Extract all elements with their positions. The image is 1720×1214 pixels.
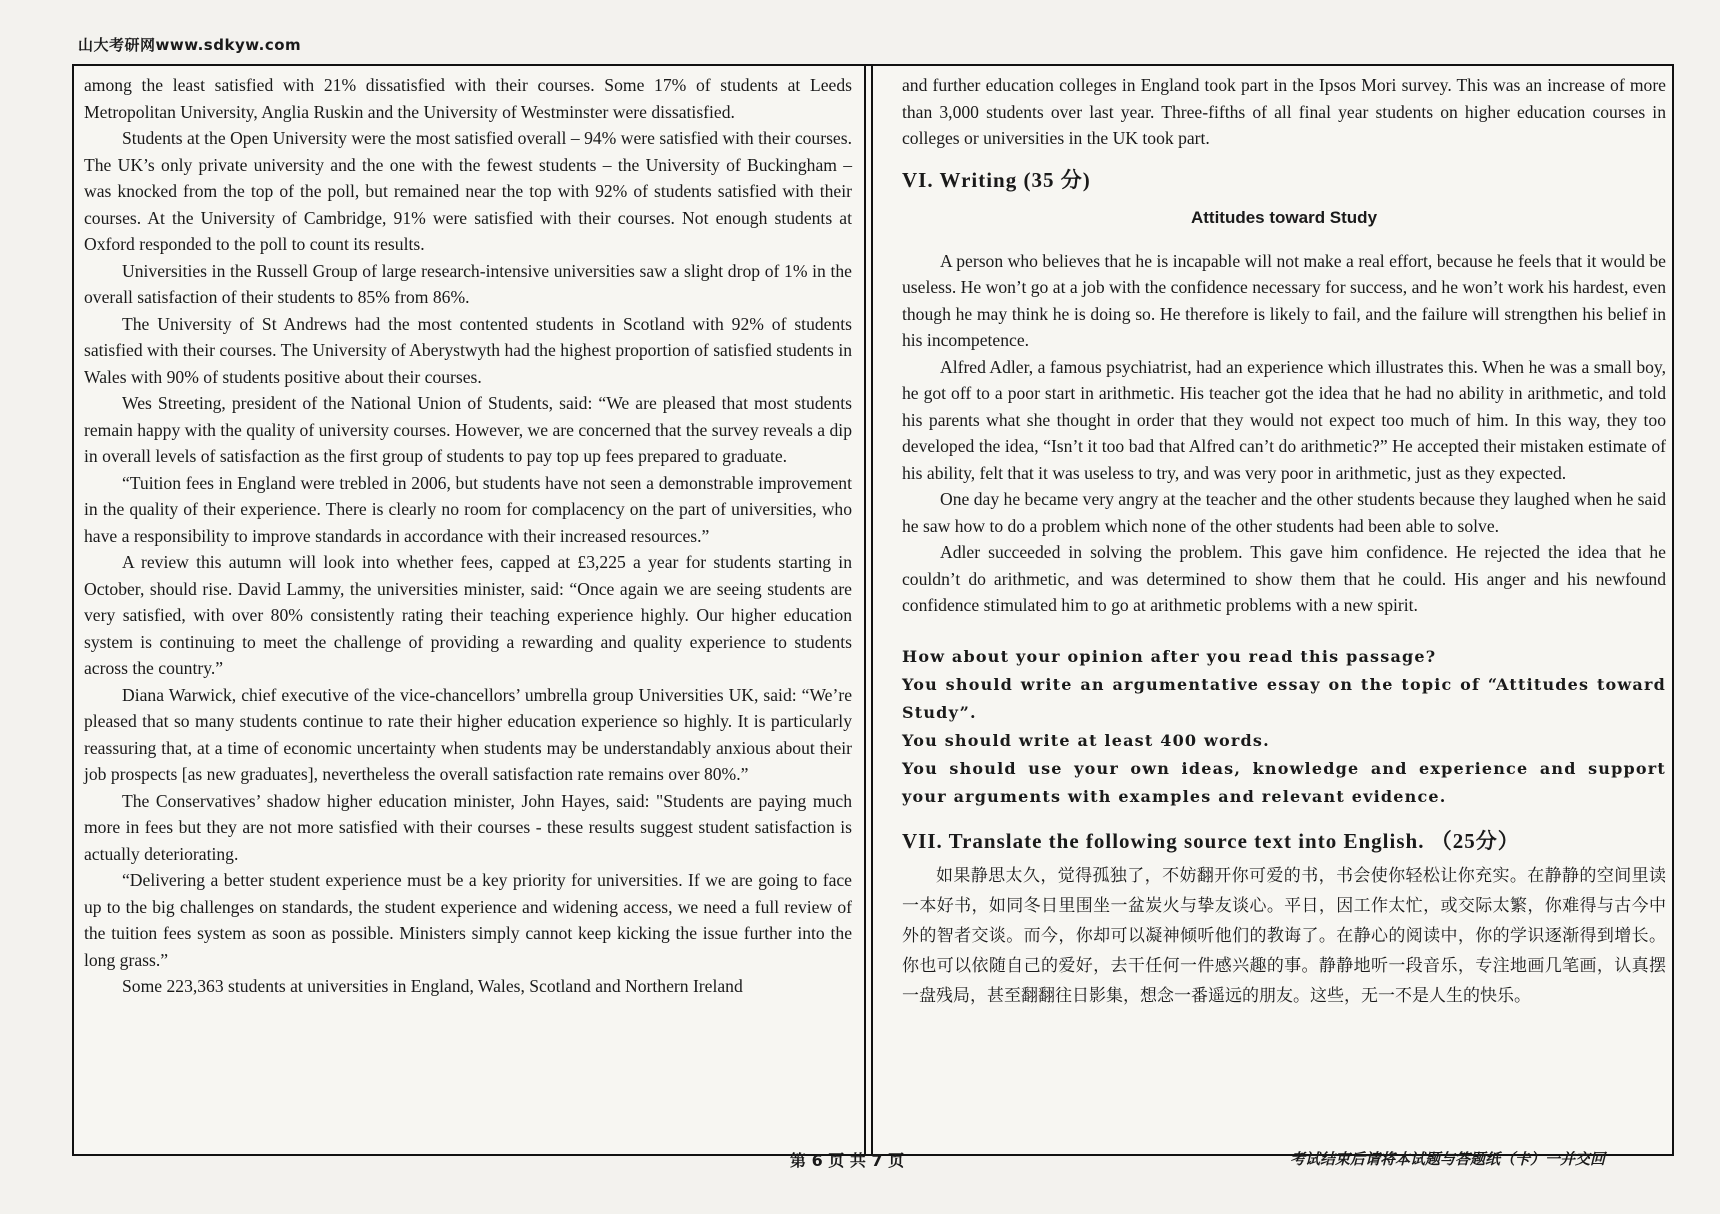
writing-instructions bbox=[902, 643, 1666, 811]
instruction-line: You should write at least 400 words. bbox=[902, 730, 1270, 750]
paragraph: One day he became very angry at the teacher and the other students because they laughed when he said he saw how to do a problem which none of the other students had been able to solve. bbox=[902, 489, 1666, 536]
writing-section-heading: VI. Writing (35 分) bbox=[902, 167, 1091, 192]
paragraph: Wes Streeting, president of the National Union of Students, said: “We are pleased that most students remain happy with the quality of university courses. However, we are concerned that the survey reveals a dip in overall levels of satisfaction as the first group of students to pay top up fees prepared to graduate. bbox=[84, 393, 852, 466]
paragraph: Some 223,363 students at universities in England, Wales, Scotland and Northern Ireland bbox=[122, 976, 743, 996]
paragraph: The University of St Andrews had the most contented students in Scotland with 92% of students satisfied with their courses. The University of Aberystwyth had the highest proportion of satisfied students in Wales with 90% of students positive about their courses. bbox=[84, 313, 852, 387]
site-watermark: 山大考研网www.sdkyw.com bbox=[78, 36, 302, 54]
paragraph: A review this autumn will look into whether fees, capped at £3,225 a year for students starting in October, should rise. David Lammy, the universities minister, said: “Once again we are seeing students are very satisfied, with over 80% consistently rating their teaching experience highly. Our higher education system is continuing to meet the challenge of providing a rewarding and quality experience to students across the country.” bbox=[84, 552, 852, 678]
paragraph: Alfred Adler, a famous psychiatrist, had an experience which illustrates this. When he was a small boy, he got off to a poor start in arithmetic. His teacher got the idea that he had no ability in arithmetic, and told his parents what she thought in order that they would not expect too much of him. In this way, they too developed the idea, “Isn’t it too bad that Alfred can’t do arithmetic?” He accepted their mistaken estimate of his ability, felt that it was useless to try, and was very poor in arithmetic, just as they expected. bbox=[902, 356, 1666, 483]
paragraph: Diana Warwick, chief executive of the vice-chancellors’ umbrella group Universities UK, said: “We’re pleased that so many students continue to rate their higher education experience so highly. It is particularly reassuring that, at a time of economic uncertainty when students may be understandably anxious about their job prospects [as new graduates], nevertheless the overall satisfaction rate remains over 80%.” bbox=[84, 684, 852, 784]
instruction-line: You should use your own ideas, knowledge and experience and support your arguments with examples and relevant evidence. bbox=[902, 758, 1666, 806]
exam-page-frame bbox=[72, 64, 1674, 1156]
paragraph: Adler succeeded in solving the problem. This gave him confidence. He rejected the idea that he couldn’t do arithmetic, and was determined to show them that he could. His anger and his newfound confidence stimulated him to go at arithmetic problems with a new spirit. bbox=[902, 542, 1666, 615]
paragraph: A person who believes that he is incapable will not make a real effort, because he feels that it would be useless. He won’t go at a job with the confidence necessary for success, and he won’t work his hardest, even though he may think he is doing so. He therefore is likely to fail, and the failure will strengthen his belief in his incompetence. bbox=[902, 250, 1666, 350]
page-number: 第 6 页 共 7 页 bbox=[790, 1151, 905, 1170]
paragraph: and further education colleges in England took part in the Ipsos Mori survey. This was an increase of more than 3,000 students over last year. Three-fifths of all final year students on higher education courses in colleges or universities in the UK took part. bbox=[902, 75, 1666, 148]
chinese-source-text: 如果静思太久，觉得孤独了，不妨翻开你可爱的书，书会使你轻松让你充实。在静静的空间里读一本好书，如同冬日里围坐一盆炭火与挚友谈心。平日，因工作太忙，或交际太繁，你难得与古今中外的智者交谈。而今，你却可以凝神倾听他们的教诲了。在静心的阅读中，你的学识逐渐得到增长。你也可以依随自己的爱好，去干任何一件感兴趣的事。静静地听一段音乐，专注地画几笔画，认真摆一盘残局，甚至翻翻往日影集，想念一番遥远的朋友。这些，无一不是人生的快乐。 bbox=[902, 865, 1666, 1006]
paragraph: Students at the Open University were the most satisfied overall – 94% were satisfied with their courses. The UK’s only private university and the one with the fewest students – the University of Buckingham – was knocked from the top of the poll, but remained near the top with 92% of students satisfied with their courses. At the University of Cambridge, 91% were satisfied with their courses. Not enough students at Oxford responded to the poll to count its results. bbox=[84, 128, 852, 254]
paragraph: “Tuition fees in England were trebled in 2006, but students have not seen a demonstrable improvement in the quality of their experience. There is clearly no room for complacency on the part of universities, who have a responsibility to improve standards in accordance with their increased resources.” bbox=[84, 472, 852, 546]
column-divider bbox=[864, 66, 873, 1154]
left-column bbox=[84, 72, 852, 1000]
instruction-line: You should write an argumentative essay on the topic of “Attitudes toward Study”. bbox=[902, 674, 1666, 722]
paragraph: “Delivering a better student experience must be a key priority for universities. If we are going to face up to the big challenges on standards, the student experience and widening access, we need a full review of the tuition fees system as soon as possible. Ministers simply cannot keep kicking the issue further into the long grass.” bbox=[84, 870, 852, 970]
essay-title: Attitudes toward Study bbox=[1190, 207, 1378, 227]
right-column bbox=[902, 72, 1666, 1011]
instruction-line: How about your opinion after you read this passage? bbox=[902, 646, 1437, 666]
paragraph: among the least satisfied with 21% dissatisfied with their courses. Some 17% of students at Leeds Metropolitan University, Anglia Ruskin and the University of Westminster were dissatisfied. bbox=[84, 75, 852, 122]
paragraph: Universities in the Russell Group of large research-intensive universities saw a slight drop of 1% in the overall satisfaction of their students to 85% from 86%. bbox=[84, 260, 852, 307]
paragraph: The Conservatives’ shadow higher education minister, John Hayes, said: "Students are paying much more in fees but they are not more satisfied with their courses - these results suggest student satisfaction is actually deteriorating. bbox=[84, 790, 852, 864]
footer-note: 考试结束后请将本试题与答题纸（卡）一并交回 bbox=[1290, 1150, 1606, 1168]
translation-section-heading: VII. Translate the following source text into English. （25分） bbox=[902, 828, 1520, 853]
